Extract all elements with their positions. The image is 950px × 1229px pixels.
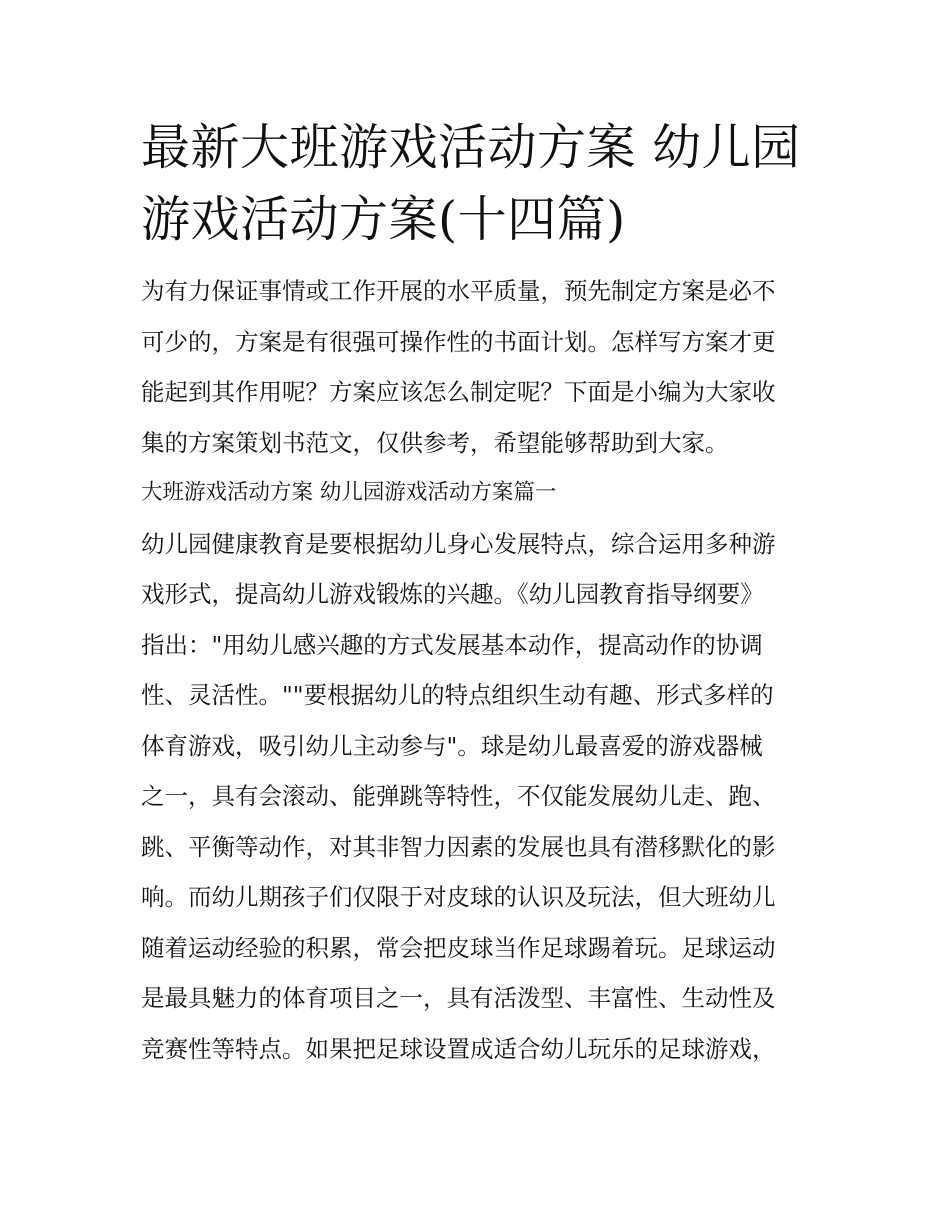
text-line: 戏形式，提高幼儿游戏锻炼的兴趣。《幼儿园教育指导纲要》 bbox=[141, 580, 764, 608]
text-line: 可少的，方案是有很强可操作性的书面计划。怎样写方案才更 bbox=[141, 327, 776, 356]
text-line: 集的方案策划书范文，仅供参考，希望能够帮助到大家。 bbox=[141, 428, 729, 457]
text-line: 指出："用幼儿感兴趣的方式发展基本动作，提高动作的协调 bbox=[141, 630, 763, 659]
text-line: 之一，具有会滚动、能弹跳等特性，不仅能发展幼儿走、跑、 bbox=[141, 782, 776, 810]
text-line: 性、灵活性。""要根据幼儿的特点组织生动有趣、形式多样的 bbox=[141, 681, 774, 709]
text-line: 幼儿园健康教育是要根据幼儿身心发展特点，综合运用多种游 bbox=[141, 529, 776, 558]
body-paragraph bbox=[141, 519, 821, 1075]
section-heading: 大班游戏活动方案 幼儿园游戏活动方案篇一 bbox=[141, 480, 557, 505]
text-line: 是最具魅力的体育项目之一，具有活泼型、丰富性、生动性及 bbox=[141, 984, 776, 1012]
text-line: 为有力保证事情或工作开展的水平质量，预先制定方案是必不 bbox=[141, 277, 776, 305]
text-line: 跳、平衡等动作，对其非智力因素的发展也具有潜移默化的影 bbox=[141, 832, 776, 861]
text-line: 能起到其作用呢？方案应该怎么制定呢？下面是小编为大家收 bbox=[141, 378, 776, 406]
title-line: 最新大班游戏活动方案 幼儿园 bbox=[141, 119, 801, 176]
intro-paragraph bbox=[141, 266, 821, 468]
document-title bbox=[141, 112, 821, 256]
text-line: 体育游戏，吸引幼儿主动参与"。球是幼儿最喜爱的游戏器械 bbox=[141, 731, 763, 760]
text-line: 响。而幼儿期孩子们仅限于对皮球的认识及玩法，但大班幼儿 bbox=[141, 883, 776, 911]
title-line: 游戏活动方案(十四篇) bbox=[141, 191, 626, 248]
text-line: 竞赛性等特点。如果把足球设置成适合幼儿玩乐的足球游戏， bbox=[141, 1034, 776, 1063]
text-line: 随着运动经验的积累，常会把皮球当作足球踢着玩。足球运动 bbox=[141, 933, 776, 962]
document-page bbox=[141, 112, 821, 1074]
